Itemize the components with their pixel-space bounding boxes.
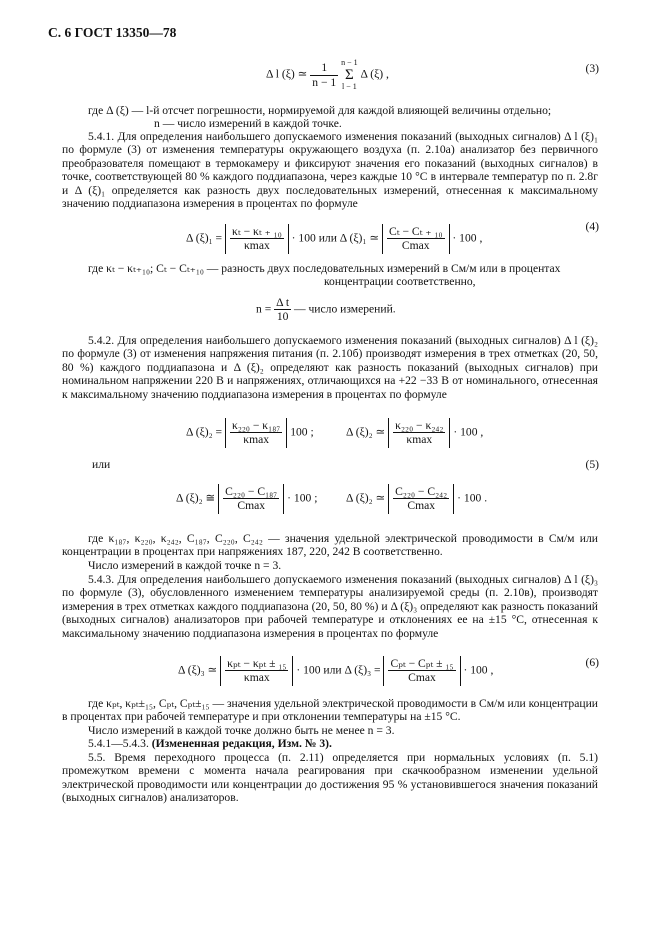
- eq5-a-tail: 100 ;: [290, 425, 314, 439]
- paragraph-5-4-3: 5.4.3. Для определения наибольшего допускаемого изменения показаний (выходных сигналов) Δ l (ξ)₃ по формуле (3), обусловленного изменением температуры анализируемой среды (п. 2.10в), производят измерения в трех отметках каждого поддиапазона (20, 50, 80 %) и Δ (ξ)₃ определяют как разность показаний (выходных сигналов) анализаторов при рабочей температуре и отклонениях ее на ±15 °С, отнесенная к максимальному значению поддиапазона измерения в процентах по формуле: [62, 573, 598, 640]
- eq5-d-num: C₂₂₀ − C₂₄₂: [395, 485, 448, 498]
- paragraph-where-4b: Число измерений в каждой точке должно быть не менее n = 3.: [88, 724, 395, 737]
- eq5-number: (5): [585, 458, 599, 471]
- eq4-frac-1: [230, 225, 284, 253]
- eq5-a-lhs: Δ (ξ)₂ =: [186, 425, 223, 439]
- eq5-b-lhs: Δ (ξ)₂ ≃: [346, 425, 386, 439]
- eq4-den-2: Cmax: [401, 239, 430, 253]
- equation-5c: [176, 484, 317, 514]
- paragraph-where-1: где Δ (ξ) — l-й отсчет погрешности, нормируемой для каждой влияющей величины отдельно;: [88, 104, 552, 117]
- eq4-num-2: Cₜ − Cₜ ₊ ₁₀: [388, 225, 443, 238]
- eq5-d-den: Cmax: [407, 499, 436, 513]
- equation-6: [178, 656, 493, 686]
- eq5-a-abs: [225, 418, 287, 448]
- eq5-b-tail: · 100 ,: [453, 425, 484, 439]
- eq3-sum-sign: Σ: [344, 67, 354, 83]
- eq6-lhs: Δ (ξ)₃ ≃: [178, 663, 218, 677]
- equation-5b: [346, 418, 483, 448]
- paragraph-where-1b: n — число измерений в каждой точке.: [154, 117, 342, 130]
- paragraph-where-2: где κₜ − κₜ₊₁₀; Cₜ − Cₜ₊₁₀ — разность двух последовательных измерений в См/м или в процентах: [88, 262, 561, 275]
- eq6-frac-1: [225, 657, 288, 685]
- eq5-d-tail: · 100 .: [457, 491, 488, 505]
- equation-5a: [186, 418, 314, 448]
- eq6-number: (6): [585, 656, 599, 669]
- eq5-d-frac: [393, 485, 449, 513]
- eq3-rhs: Δ (ξ) ,: [360, 67, 389, 81]
- eq5-c-num: C₂₂₀ − C₁₈₇: [225, 485, 278, 498]
- eq6-num-2: Cₚₜ − Cₚₜ ± ₁₅: [390, 657, 454, 670]
- eq5-c-tail: · 100 ;: [287, 491, 318, 505]
- amendment-ref: 5.4.1—5.4.3.: [88, 737, 149, 750]
- eq3-frac-num: 1: [310, 61, 338, 75]
- equation-3: [266, 58, 389, 92]
- eq4-tail: · 100 ,: [452, 231, 483, 245]
- eq5-b-abs: [388, 418, 450, 448]
- eq5-b-frac: [393, 419, 445, 447]
- eq3-sum-bot: l − 1: [341, 82, 357, 91]
- eq6-tail: · 100 ,: [463, 663, 494, 677]
- eq5-a-frac: [230, 419, 282, 447]
- eq4-num-1: κₜ − κₜ ₊ ₁₀: [232, 225, 282, 238]
- equation-5d: [346, 484, 487, 514]
- eq3-number: (3): [585, 62, 599, 75]
- eqn-fraction: [274, 296, 291, 324]
- eq6-frac-2: [388, 657, 455, 685]
- paragraph-where-3b: Число измерений в каждой точке n = 3.: [88, 559, 282, 572]
- eq4-number: (4): [585, 220, 599, 233]
- eq5-or: или: [92, 458, 111, 471]
- eq3-fraction: [310, 61, 338, 89]
- eqn-num: Δ t: [276, 296, 290, 309]
- page-header: С. 6 ГОСТ 13350—78: [48, 25, 177, 40]
- eqn-lhs: n =: [256, 302, 272, 316]
- equation-n: [256, 296, 396, 324]
- paragraph-where-3: где κ₁₈₇, κ₂₂₀, κ₂₄₂, C₁₈₇, C₂₂₀, C₂₄₂ — значения удельной электрической проводимости в См/м или концентрации в процентах при напряжениях 187, 220, 242 В соответственно.: [62, 532, 598, 559]
- eq5-d-lhs: Δ (ξ)₂ ≃: [346, 491, 386, 505]
- eq4-den-1: κmax: [243, 239, 270, 253]
- eq4-mid: · 100 или Δ (ξ)₁ ≃: [291, 231, 380, 245]
- eq3-frac-den: n − 1: [312, 75, 337, 89]
- paragraph-where-2b: концентрации соответственно,: [324, 275, 476, 288]
- eq4-frac-2: [387, 225, 445, 253]
- eq6-den-2: Cmax: [408, 671, 436, 685]
- eq6-abs-1: [220, 656, 293, 686]
- eq3-sum: [341, 58, 358, 92]
- paragraph-5-5: 5.5. Время переходного процесса (п. 2.11) определяется при нормальных условиях (п. 5.1) промежутком времени с момента начала реагирования при скачкообразном изменении удельной электрической проводимости или концентрации до достижения 95 % установившегося значения показаний (выходных сигналов) анализаторов.: [62, 751, 598, 805]
- eq5-c-frac: [223, 485, 279, 513]
- eq3-lhs: Δ l (ξ) ≃: [266, 67, 308, 81]
- eq4-abs-2: [382, 224, 450, 254]
- eqn-den: 10: [276, 310, 289, 324]
- eq4-abs-1: [225, 224, 289, 254]
- amendment-note: (Измененная редакция, Изм. № 3).: [151, 737, 332, 750]
- eqn-rhs: — число измерений.: [293, 302, 396, 316]
- eq5-b-den: κmax: [406, 433, 433, 447]
- eq5-a-num: κ₂₂₀ − κ₁₈₇: [232, 419, 281, 432]
- eq5-b-num: κ₂₂₀ − κ₂₄₂: [395, 419, 444, 432]
- eq5-c-abs: [218, 484, 284, 514]
- eq6-abs-2: [383, 656, 460, 686]
- eq5-d-abs: [388, 484, 454, 514]
- eq6-mid: · 100 или Δ (ξ)₃ =: [296, 663, 381, 677]
- eq6-num-1: κₚₜ − κₚₜ ± ₁₅: [227, 657, 287, 670]
- eq6-den-1: κmax: [243, 671, 270, 685]
- equation-4: [186, 224, 482, 254]
- paragraph-5-4-1: 5.4.1. Для определения наибольшего допускаемого изменения показаний (выходных сигналов) Δ l (ξ)₁ по формуле (3) от изменения температуры окружающего воздуха (п. 2.10а) анализатор без первичного преобразователя помещают в термокамеру и фиксируют значения его показаний (выходных сигналов) в точке, соответствующей 80 % каждого поддиапазона, через каждые 10 °С в интервале температур по п. 2.8г и Δ (ξ)₁ определяется как разность двух последовательных измерений, отнесенная к максимальному значению поддиапазона измерения в процентах по формуле: [62, 130, 598, 211]
- eq5-a-den: κmax: [243, 433, 270, 447]
- eq3-sum-top: n − 1: [341, 58, 358, 67]
- eq4-lhs: Δ (ξ)₁ =: [186, 231, 223, 245]
- paragraph-amendment: [62, 737, 598, 750]
- paragraph-where-4: где κₚₜ, κₚₜ±₁₅, Cₚₜ, Cₚₜ±₁₅ — значения удельной электрической проводимости в См/м или концентрации в процентах при рабочей температуре и при отклонении температуры на ±15 °С.: [62, 697, 598, 724]
- eq5-c-lhs: Δ (ξ)₂ ≅: [176, 491, 216, 505]
- eq5-c-den: Cmax: [237, 499, 266, 513]
- paragraph-5-4-2: 5.4.2. Для определения наибольшего допускаемого изменения показаний (выходных сигналов) Δ l (ξ)₂ по формуле (3) от изменения напряжения питания (п. 2.10б) производят измерения в трех отметках (20, 50, 80 %) каждого поддиапазона и Δ (ξ)₂ определяют как разность показаний (выходных сигналов) при номинальном напряжении 220 В и напряжениях, отличающихся на +22 −33 В от номинального, отнесенная к максимальному значению поддиапазона измерения в процентах по формуле: [62, 334, 598, 401]
